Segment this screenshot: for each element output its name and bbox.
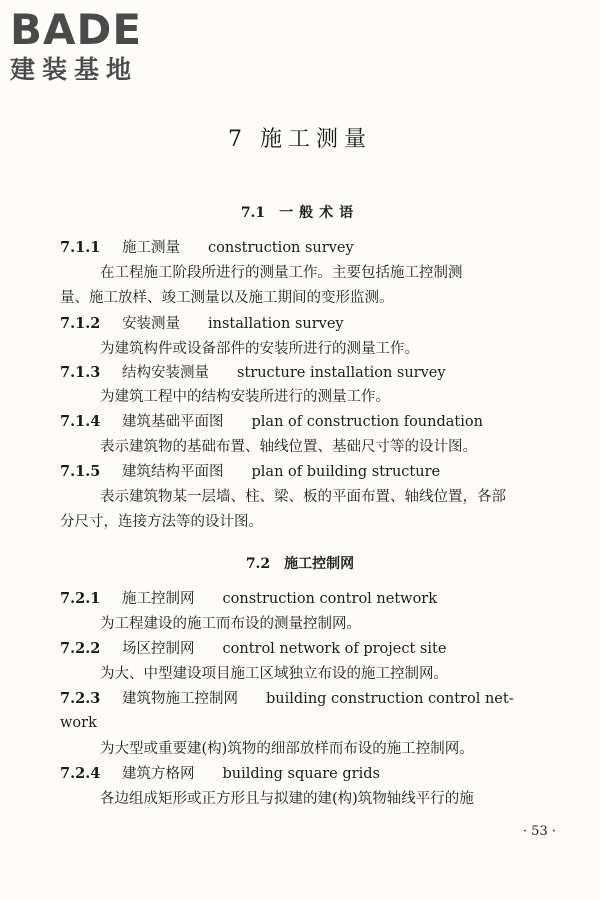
term-chinese: 建筑物施工控制网 [122, 691, 238, 707]
term-entry [60, 588, 560, 610]
section-heading [0, 553, 600, 573]
term-definition: 分尺寸，连接方法等的设计图。 [60, 514, 263, 530]
logo [10, 6, 170, 86]
term-number: 7.1.2 [60, 315, 101, 332]
term-entry [60, 763, 560, 785]
term-english: control network of project site [222, 641, 447, 657]
term-chinese: 建筑结构平面图 [122, 464, 224, 480]
term-english: structure installation survey [237, 365, 446, 381]
term-entry [60, 313, 560, 335]
term-chinese: 结构安装测量 [122, 365, 209, 381]
section-number: 7.2 [245, 556, 271, 572]
term-definition: 在工程施工阶段所进行的测量工作。主要包括施工控制测 [100, 265, 463, 281]
term-english: plan of building structure [251, 464, 441, 480]
term-english: installation survey [208, 316, 344, 332]
chapter-name: 施工测量 [259, 127, 372, 152]
term-chinese: 建筑方格网 [122, 766, 195, 782]
section-number: 7.1 [240, 205, 266, 221]
term-entry [60, 237, 560, 259]
term-definition: 为建筑工程中的结构安装所进行的测量工作。 [100, 389, 390, 405]
term-number: 7.1.3 [60, 364, 101, 381]
term-number: 7.2.2 [60, 640, 101, 657]
term-chinese: 建筑基础平面图 [122, 414, 224, 430]
term-english: construction control network [222, 591, 438, 607]
term-chinese: 安装测量 [122, 316, 180, 332]
term-definition: 为建筑构件或设备部件的安装所进行的测量工作。 [100, 341, 419, 357]
logo-subtitle: 建装基地 [10, 55, 139, 84]
section-title: 施工控制网 [284, 556, 355, 572]
term-entry [60, 461, 560, 483]
term-definition: 为大、中型建设项目施工区域独立布设的施工控制网。 [100, 666, 448, 682]
term-number: 7.2.4 [60, 765, 101, 782]
term-entry [60, 362, 560, 384]
term-entry [60, 411, 560, 433]
term-definition: 表示建筑物某一层墙、柱、梁、板的平面布置、轴线位置，各部 [100, 489, 506, 505]
chapter-number: 7 [227, 127, 248, 152]
term-entry [60, 638, 560, 660]
page-number: · 53 · [522, 824, 556, 839]
term-number: 7.2.3 [60, 690, 101, 707]
term-english-continued: work [60, 715, 97, 731]
term-english: building construction control net- [266, 691, 514, 707]
term-number: 7.1.5 [60, 463, 101, 480]
term-chinese: 施工测量 [122, 240, 180, 256]
term-definition: 表示建筑物的基础布置、轴线位置、基础尺寸等的设计图。 [100, 439, 477, 455]
term-chinese: 施工控制网 [122, 591, 195, 607]
term-entry [60, 688, 560, 710]
term-chinese: 场区控制网 [122, 641, 195, 657]
chapter-title [0, 122, 600, 153]
term-definition: 各边组成矩形或正方形且与拟建的建(构)筑物轴线平行的施 [100, 791, 474, 807]
term-number: 7.1.1 [60, 239, 101, 256]
term-definition: 量、施工放样、竣工测量以及施工期间的变形监测。 [60, 290, 394, 306]
section-title: 一般术语 [279, 205, 360, 221]
term-number: 7.2.1 [60, 590, 101, 607]
term-english: plan of construction foundation [251, 414, 483, 430]
term-number: 7.1.4 [60, 413, 101, 430]
term-english: construction survey [208, 240, 354, 256]
term-definition: 为工程建设的施工而布设的测量控制网。 [100, 616, 361, 632]
term-english: building square grids [222, 766, 380, 782]
term-definition: 为大型或重要建(构)筑物的细部放样而布设的施工控制网。 [100, 741, 474, 757]
logo-mark: BADE [10, 5, 143, 54]
section-heading [0, 202, 600, 222]
